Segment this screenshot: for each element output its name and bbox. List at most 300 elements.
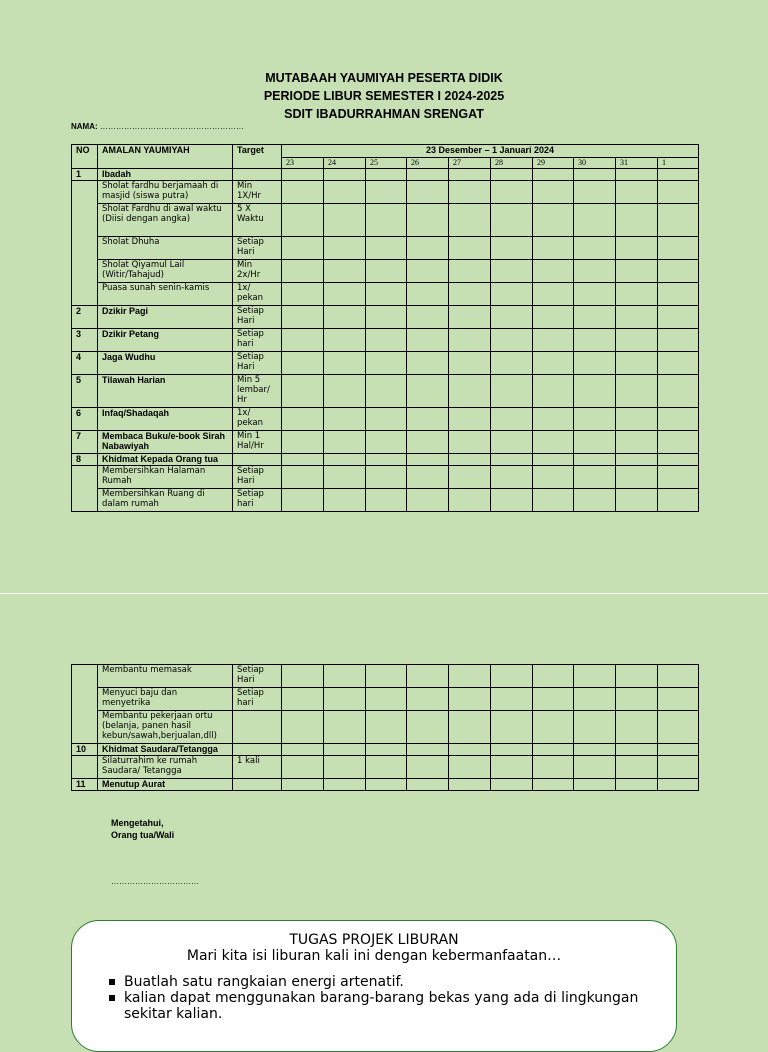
signature-line2: Orang tua/Wali — [111, 830, 175, 840]
row-amalan: Jaga Wudhu — [98, 352, 233, 375]
day-header-cell: 1 — [658, 158, 699, 169]
check-cell[interactable] — [324, 329, 366, 352]
check-cell[interactable] — [616, 169, 658, 181]
check-cell[interactable] — [533, 329, 574, 352]
check-cell[interactable] — [407, 181, 449, 204]
check-cell[interactable] — [366, 454, 407, 466]
check-cell[interactable] — [616, 181, 658, 204]
row-target: Setiap Hari — [233, 466, 282, 489]
check-cell[interactable] — [324, 169, 366, 181]
table-header-row — [72, 145, 699, 158]
check-cell[interactable] — [616, 756, 658, 779]
check-cell[interactable] — [658, 454, 699, 466]
check-cell[interactable] — [407, 260, 449, 283]
check-cell[interactable] — [616, 744, 658, 756]
row-target: Min 2x/Hr — [233, 260, 282, 283]
project-title: TUGAS PROJEK LIBURAN — [289, 932, 459, 948]
check-cell[interactable] — [574, 260, 616, 283]
row-amalan: Membantu pekerjaan ortu (belanja, panen hasil kebun/sawah,berjualan,dll) — [98, 711, 233, 744]
row-target: Min 1 Hal/Hr — [233, 431, 282, 454]
page-divider — [0, 593, 768, 594]
table-row — [72, 375, 699, 408]
check-cell[interactable] — [366, 352, 407, 375]
check-cell[interactable] — [616, 329, 658, 352]
check-cell[interactable] — [616, 711, 658, 744]
project-subtitle: Mari kita isi liburan kali ini dengan kebermanfaatan… — [186, 948, 562, 964]
row-target: 1x/ pekan — [233, 283, 282, 306]
check-cell[interactable] — [616, 352, 658, 375]
table-row — [72, 779, 699, 791]
row-target: Setiap hari — [233, 489, 282, 512]
table-row — [72, 454, 699, 466]
check-cell[interactable] — [282, 665, 324, 688]
check-cell[interactable] — [366, 283, 407, 306]
check-cell[interactable] — [574, 181, 616, 204]
check-cell[interactable] — [407, 466, 449, 489]
check-cell[interactable] — [574, 756, 616, 779]
row-no: 1 — [72, 169, 98, 181]
check-cell[interactable] — [449, 352, 491, 375]
check-cell[interactable] — [533, 352, 574, 375]
check-cell[interactable] — [366, 779, 407, 791]
check-cell[interactable] — [324, 454, 366, 466]
check-cell[interactable] — [574, 408, 616, 431]
check-cell[interactable] — [324, 181, 366, 204]
check-cell[interactable] — [616, 466, 658, 489]
check-cell[interactable] — [491, 306, 533, 329]
check-cell[interactable] — [282, 260, 324, 283]
row-target — [233, 744, 282, 756]
check-cell[interactable] — [658, 237, 699, 260]
check-cell[interactable] — [407, 375, 449, 408]
mutabaah-table-part1 — [71, 144, 699, 512]
row-no: 7 — [72, 431, 98, 454]
row-amalan: Sholat Qiyamul Lail (Witir/Tahajud) — [98, 260, 233, 283]
check-cell[interactable] — [491, 260, 533, 283]
row-amalan: Membersihkan Halaman Rumah — [98, 466, 233, 489]
check-cell[interactable] — [491, 352, 533, 375]
row-amalan: Sholat Dhuha — [98, 237, 233, 260]
check-cell[interactable] — [574, 329, 616, 352]
check-cell[interactable] — [616, 431, 658, 454]
check-cell[interactable] — [324, 408, 366, 431]
check-cell[interactable] — [533, 665, 574, 688]
check-cell[interactable] — [533, 283, 574, 306]
check-cell[interactable] — [324, 306, 366, 329]
check-cell[interactable] — [407, 408, 449, 431]
row-target: 1 kali — [233, 756, 282, 779]
check-cell[interactable] — [491, 169, 533, 181]
check-cell[interactable] — [282, 169, 324, 181]
check-cell[interactable] — [407, 688, 449, 711]
check-cell[interactable] — [616, 306, 658, 329]
check-cell[interactable] — [282, 352, 324, 375]
doc-title-line1: MUTABAAH YAUMIYAH PESERTA DIDIK — [265, 71, 503, 85]
check-cell[interactable] — [533, 375, 574, 408]
check-cell[interactable] — [574, 352, 616, 375]
check-cell[interactable] — [324, 756, 366, 779]
check-cell[interactable] — [533, 408, 574, 431]
check-cell[interactable] — [366, 489, 407, 512]
check-cell[interactable] — [324, 237, 366, 260]
check-cell[interactable] — [658, 169, 699, 181]
check-cell[interactable] — [407, 431, 449, 454]
check-cell[interactable] — [282, 283, 324, 306]
table-row — [72, 431, 699, 454]
check-cell[interactable] — [366, 466, 407, 489]
check-cell[interactable] — [491, 744, 533, 756]
check-cell[interactable] — [366, 260, 407, 283]
check-cell[interactable] — [491, 329, 533, 352]
check-cell[interactable] — [366, 375, 407, 408]
check-cell[interactable] — [282, 779, 324, 791]
check-cell[interactable] — [282, 489, 324, 512]
check-cell[interactable] — [574, 237, 616, 260]
check-cell[interactable] — [282, 711, 324, 744]
row-amalan: Puasa sunah senin-kamis — [98, 283, 233, 306]
check-cell[interactable] — [491, 408, 533, 431]
day-header-cell: 29 — [533, 158, 574, 169]
day-header-cell: 31 — [616, 158, 658, 169]
check-cell[interactable] — [449, 408, 491, 431]
check-cell[interactable] — [407, 352, 449, 375]
check-cell[interactable] — [574, 306, 616, 329]
check-cell[interactable] — [533, 711, 574, 744]
doc-title-line3: SDIT IBADURRAHMAN SRENGAT — [284, 107, 484, 121]
check-cell[interactable] — [658, 466, 699, 489]
check-cell[interactable] — [491, 756, 533, 779]
row-amalan: Tilawah Harian — [98, 375, 233, 408]
nama-dots: ……………………………………………… — [99, 122, 244, 131]
table-row — [72, 181, 699, 204]
row-no: 4 — [72, 352, 98, 375]
row-no-empty — [72, 756, 98, 779]
check-cell[interactable] — [533, 306, 574, 329]
check-cell[interactable] — [533, 466, 574, 489]
check-cell[interactable] — [616, 688, 658, 711]
check-cell[interactable] — [366, 237, 407, 260]
check-cell[interactable] — [407, 744, 449, 756]
check-cell[interactable] — [449, 779, 491, 791]
check-cell[interactable] — [407, 489, 449, 512]
check-cell[interactable] — [658, 489, 699, 512]
check-cell[interactable] — [491, 489, 533, 512]
check-cell[interactable] — [324, 779, 366, 791]
check-cell[interactable] — [407, 169, 449, 181]
project-box — [71, 920, 677, 1052]
check-cell[interactable] — [616, 408, 658, 431]
check-cell[interactable] — [282, 756, 324, 779]
check-cell[interactable] — [324, 489, 366, 512]
nama-label: NAMA: — [71, 122, 98, 131]
row-target: Setiap Hari — [233, 237, 282, 260]
check-cell[interactable] — [658, 306, 699, 329]
check-cell[interactable] — [616, 237, 658, 260]
table-row — [72, 237, 699, 260]
check-cell[interactable] — [533, 489, 574, 512]
check-cell[interactable] — [616, 283, 658, 306]
check-cell[interactable] — [533, 181, 574, 204]
check-cell[interactable] — [574, 431, 616, 454]
check-cell[interactable] — [658, 181, 699, 204]
row-amalan: Silaturrahim ke rumah Saudara/ Tetangga — [98, 756, 233, 779]
check-cell[interactable] — [449, 489, 491, 512]
check-cell[interactable] — [491, 237, 533, 260]
project-bullet: Buatlah satu rangkaian energi artenatif. — [124, 974, 654, 990]
check-cell[interactable] — [658, 329, 699, 352]
check-cell[interactable] — [449, 744, 491, 756]
check-cell[interactable] — [533, 688, 574, 711]
check-cell[interactable] — [407, 779, 449, 791]
check-cell[interactable] — [282, 744, 324, 756]
table-row — [72, 688, 699, 711]
row-target: Setiap hari — [233, 688, 282, 711]
table-row — [72, 260, 699, 283]
check-cell[interactable] — [282, 181, 324, 204]
check-cell[interactable] — [407, 306, 449, 329]
check-cell[interactable] — [282, 466, 324, 489]
check-cell[interactable] — [366, 169, 407, 181]
row-target: Setiap Hari — [233, 306, 282, 329]
check-cell[interactable] — [324, 375, 366, 408]
row-target — [233, 454, 282, 466]
nama-field — [71, 122, 244, 131]
check-cell[interactable] — [282, 431, 324, 454]
check-cell[interactable] — [449, 454, 491, 466]
check-cell[interactable] — [574, 779, 616, 791]
check-cell[interactable] — [366, 688, 407, 711]
project-bullet: kalian dapat menggunakan barang-barang bekas yang ada di lingkungan sekitar kalian. — [124, 990, 654, 1022]
check-cell[interactable] — [407, 283, 449, 306]
check-cell[interactable] — [491, 711, 533, 744]
row-target: 1x/ pekan — [233, 408, 282, 431]
check-cell[interactable] — [574, 454, 616, 466]
mutabaah-table-part2 — [71, 664, 699, 791]
row-target: Setiap Hari — [233, 352, 282, 375]
check-cell[interactable] — [574, 466, 616, 489]
check-cell[interactable] — [449, 665, 491, 688]
check-cell[interactable] — [658, 408, 699, 431]
day-header-cell: 30 — [574, 158, 616, 169]
check-cell[interactable] — [616, 779, 658, 791]
check-cell[interactable] — [533, 204, 574, 237]
check-cell[interactable] — [449, 375, 491, 408]
check-cell[interactable] — [449, 181, 491, 204]
row-target: Setiap hari — [233, 329, 282, 352]
table-row — [72, 665, 699, 688]
check-cell[interactable] — [533, 744, 574, 756]
check-cell[interactable] — [574, 489, 616, 512]
check-cell[interactable] — [616, 204, 658, 237]
check-cell[interactable] — [658, 283, 699, 306]
check-cell[interactable] — [324, 744, 366, 756]
check-cell[interactable] — [616, 260, 658, 283]
row-no: 10 — [72, 744, 98, 756]
check-cell[interactable] — [449, 169, 491, 181]
check-cell[interactable] — [658, 711, 699, 744]
check-cell[interactable] — [366, 306, 407, 329]
day-header-cell: 27 — [449, 158, 491, 169]
check-cell[interactable] — [658, 744, 699, 756]
check-cell[interactable] — [407, 756, 449, 779]
check-cell[interactable] — [574, 375, 616, 408]
check-cell[interactable] — [324, 466, 366, 489]
check-cell[interactable] — [491, 665, 533, 688]
check-cell[interactable] — [407, 329, 449, 352]
row-amalan: Khidmat Kepada Orang tua — [98, 454, 233, 466]
check-cell[interactable] — [324, 260, 366, 283]
row-amalan: Menutup Aurat — [98, 779, 233, 791]
check-cell[interactable] — [449, 237, 491, 260]
check-cell[interactable] — [324, 711, 366, 744]
check-cell[interactable] — [533, 237, 574, 260]
table-row — [72, 756, 699, 779]
col-target-header: Target — [233, 145, 282, 169]
row-amalan: Membaca Buku/e-book Sirah Nabawiyah — [98, 431, 233, 454]
check-cell[interactable] — [658, 688, 699, 711]
check-cell[interactable] — [491, 431, 533, 454]
table-row — [72, 408, 699, 431]
check-cell[interactable] — [366, 711, 407, 744]
check-cell[interactable] — [282, 237, 324, 260]
row-no: 6 — [72, 408, 98, 431]
check-cell[interactable] — [491, 283, 533, 306]
table-row — [72, 169, 699, 181]
check-cell[interactable] — [491, 688, 533, 711]
check-cell[interactable] — [658, 204, 699, 237]
check-cell[interactable] — [366, 756, 407, 779]
check-cell[interactable] — [533, 454, 574, 466]
check-cell[interactable] — [407, 665, 449, 688]
check-cell[interactable] — [616, 665, 658, 688]
check-cell[interactable] — [449, 711, 491, 744]
check-cell[interactable] — [449, 283, 491, 306]
check-cell[interactable] — [366, 408, 407, 431]
check-cell[interactable] — [282, 306, 324, 329]
row-no-empty — [72, 181, 98, 306]
check-cell[interactable] — [533, 779, 574, 791]
row-amalan: Dzikir Petang — [98, 329, 233, 352]
check-cell[interactable] — [282, 329, 324, 352]
check-cell[interactable] — [658, 375, 699, 408]
check-cell[interactable] — [533, 169, 574, 181]
check-cell[interactable] — [574, 665, 616, 688]
check-cell[interactable] — [324, 431, 366, 454]
check-cell[interactable] — [324, 352, 366, 375]
check-cell[interactable] — [282, 408, 324, 431]
table-row — [72, 744, 699, 756]
check-cell[interactable] — [491, 466, 533, 489]
row-target: Min 5 lembar/ Hr — [233, 375, 282, 408]
check-cell[interactable] — [449, 466, 491, 489]
check-cell[interactable] — [533, 260, 574, 283]
signature-line1: Mengetahui, — [111, 818, 164, 828]
table-row — [72, 306, 699, 329]
check-cell[interactable] — [324, 283, 366, 306]
check-cell[interactable] — [324, 204, 366, 237]
doc-title-line2: PERIODE LIBUR SEMESTER I 2024-2025 — [263, 89, 505, 103]
check-cell[interactable] — [407, 204, 449, 237]
check-cell[interactable] — [282, 204, 324, 237]
check-cell[interactable] — [449, 431, 491, 454]
check-cell[interactable] — [574, 711, 616, 744]
check-cell[interactable] — [616, 454, 658, 466]
check-cell[interactable] — [574, 744, 616, 756]
check-cell[interactable] — [658, 352, 699, 375]
check-cell[interactable] — [574, 688, 616, 711]
row-amalan: Membersihkan Ruang di dalam rumah — [98, 489, 233, 512]
row-amalan: Sholat fardhu berjamaah di masjid (siswa putra) — [98, 181, 233, 204]
table-row — [72, 204, 699, 237]
check-cell[interactable] — [616, 489, 658, 512]
row-amalan: Ibadah — [98, 169, 233, 181]
check-cell[interactable] — [574, 204, 616, 237]
check-cell[interactable] — [449, 306, 491, 329]
check-cell[interactable] — [324, 665, 366, 688]
check-cell[interactable] — [282, 375, 324, 408]
check-cell[interactable] — [574, 169, 616, 181]
check-cell[interactable] — [366, 181, 407, 204]
check-cell[interactable] — [366, 665, 407, 688]
check-cell[interactable] — [366, 204, 407, 237]
check-cell[interactable] — [533, 431, 574, 454]
check-cell[interactable] — [491, 375, 533, 408]
row-target — [233, 169, 282, 181]
row-no: 5 — [72, 375, 98, 408]
row-amalan: Khidmat Saudara/Tetangga — [98, 744, 233, 756]
row-no: 11 — [72, 779, 98, 791]
signature-dots: …………………………… — [111, 877, 199, 886]
check-cell[interactable] — [658, 665, 699, 688]
col-amalan-header: AMALAN YAUMIYAH — [98, 145, 233, 169]
check-cell[interactable] — [658, 431, 699, 454]
row-no: 8 — [72, 454, 98, 466]
check-cell[interactable] — [533, 756, 574, 779]
check-cell[interactable] — [407, 711, 449, 744]
check-cell[interactable] — [491, 181, 533, 204]
check-cell[interactable] — [324, 688, 366, 711]
row-no-empty — [72, 466, 98, 512]
check-cell[interactable] — [407, 237, 449, 260]
check-cell[interactable] — [449, 204, 491, 237]
check-cell[interactable] — [366, 744, 407, 756]
check-cell[interactable] — [407, 454, 449, 466]
signature-block — [111, 817, 174, 841]
check-cell[interactable] — [491, 454, 533, 466]
check-cell[interactable] — [574, 283, 616, 306]
check-cell[interactable] — [449, 688, 491, 711]
check-cell[interactable] — [616, 375, 658, 408]
table-row — [72, 489, 699, 512]
check-cell[interactable] — [366, 329, 407, 352]
check-cell[interactable] — [658, 260, 699, 283]
check-cell[interactable] — [658, 756, 699, 779]
check-cell[interactable] — [491, 204, 533, 237]
check-cell[interactable] — [491, 779, 533, 791]
day-header-cell: 23 — [282, 158, 324, 169]
day-header-cell: 28 — [491, 158, 533, 169]
check-cell[interactable] — [282, 454, 324, 466]
table-row — [72, 466, 699, 489]
check-cell[interactable] — [449, 260, 491, 283]
table-row — [72, 352, 699, 375]
check-cell[interactable] — [449, 329, 491, 352]
check-cell[interactable] — [282, 688, 324, 711]
check-cell[interactable] — [658, 779, 699, 791]
check-cell[interactable] — [366, 431, 407, 454]
check-cell[interactable] — [449, 756, 491, 779]
row-target: Setiap Hari — [233, 665, 282, 688]
